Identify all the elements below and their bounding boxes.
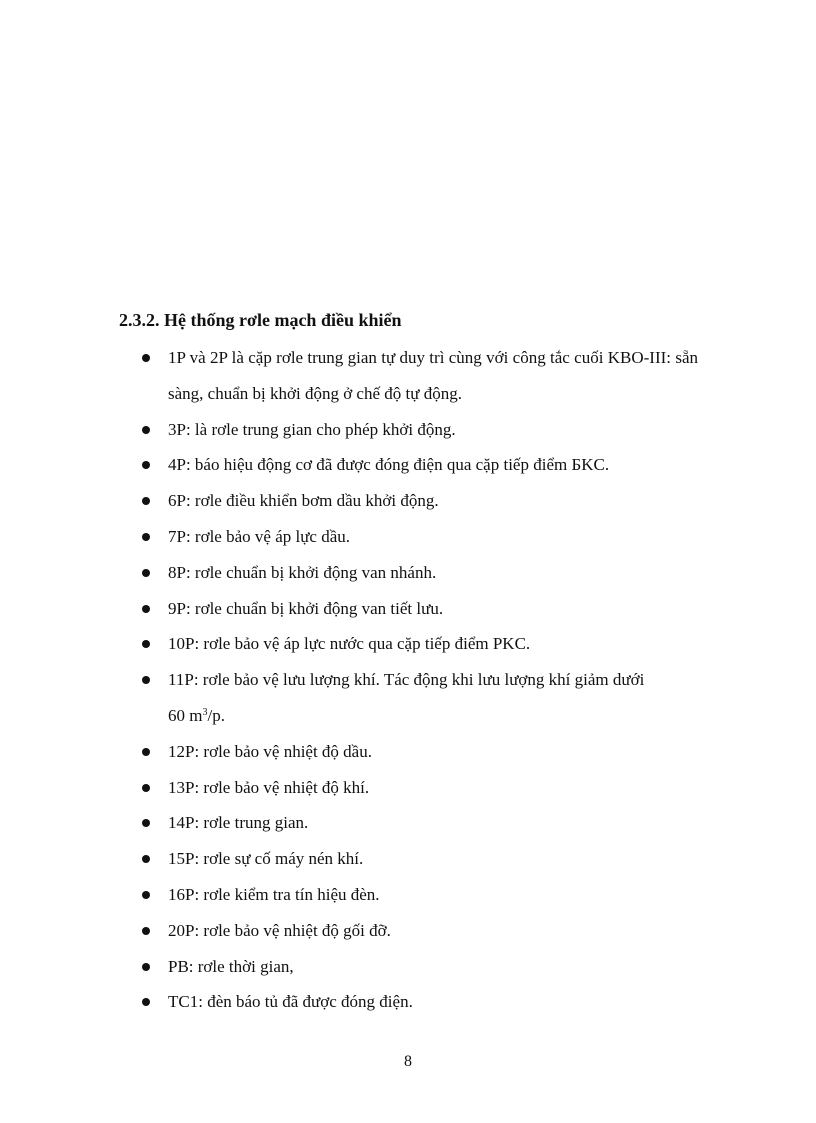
list-item	[0, 555, 698, 591]
list-item-text: 16P: rơle kiểm tra tín hiệu đèn.	[168, 884, 380, 904]
list-item-text: 12P: rơle bảo vệ nhiệt độ dầu.	[168, 741, 372, 761]
list-item	[0, 626, 698, 662]
list-item-text: 9P: rơle chuẩn bị khởi động van tiết lưu.	[168, 598, 444, 618]
bullet-icon	[142, 497, 150, 505]
list-item-text: 13P: rơle bảo vệ nhiệt độ khí.	[168, 777, 370, 797]
list-item-text: 8P: rơle chuẩn bị khởi động van nhánh.	[168, 562, 437, 582]
list-item	[0, 340, 698, 412]
list-item	[0, 984, 698, 1020]
bullet-icon	[142, 748, 150, 756]
flow-value: 60 m	[168, 705, 203, 725]
bullet-icon	[142, 784, 150, 792]
flow-unit-suffix: /p.	[207, 705, 225, 725]
relay-list	[0, 340, 816, 1020]
list-item	[0, 412, 698, 448]
list-item-text: TC1: đèn báo tủ đã được đóng điện.	[168, 992, 413, 1012]
list-item	[0, 734, 698, 770]
bullet-icon	[142, 354, 150, 362]
bullet-icon	[142, 927, 150, 935]
section-heading: 2.3.2. Hệ thống rơle mạch điều khiển	[119, 310, 402, 330]
bullet-icon	[142, 461, 150, 469]
page-number: 8	[404, 1053, 412, 1070]
list-item-text: 11P: rơle bảo vệ lưu lượng khí. Tác động khi lưu lượng khí giảm dưới	[168, 670, 645, 690]
list-item	[0, 662, 698, 734]
bullet-icon	[142, 891, 150, 899]
list-item	[0, 591, 698, 627]
list-item-continuation	[168, 706, 225, 725]
list-item-text: PB: rơle thời gian,	[168, 956, 294, 976]
bullet-icon	[142, 569, 150, 577]
list-item	[0, 841, 698, 877]
bullet-icon	[142, 426, 150, 434]
list-item	[0, 519, 698, 555]
list-item-text: 1P và 2P là cặp rơle trung gian tự duy trì cùng với công tắc cuối KBO-III: sẵn sàng, chuẩn bị khởi động ở chế độ tự động.	[168, 348, 698, 403]
bullet-icon	[142, 998, 150, 1006]
list-item-text: 3P: là rơle trung gian cho phép khởi động.	[168, 419, 456, 439]
bullet-icon	[142, 676, 150, 684]
list-item-text: 20P: rơle bảo vệ nhiệt độ gối đỡ.	[168, 920, 391, 940]
list-item	[0, 483, 698, 519]
list-item-text: 7P: rơle bảo vệ áp lực dầu.	[168, 526, 351, 546]
bullet-icon	[142, 855, 150, 863]
list-item	[0, 805, 698, 841]
list-item	[0, 913, 698, 949]
list-item	[0, 770, 698, 806]
list-item	[0, 447, 698, 483]
list-item-text: 4P: báo hiệu động cơ đã được đóng điện qua cặp tiếp điểm БKC.	[168, 455, 610, 475]
bullet-icon	[142, 963, 150, 971]
list-item-text: 10P: rơle bảo vệ áp lực nước qua cặp tiếp điểm PKC.	[168, 634, 531, 654]
bullet-icon	[142, 640, 150, 648]
bullet-icon	[142, 819, 150, 827]
list-item-text: 14P: rơle trung gian.	[168, 813, 309, 833]
list-item	[0, 877, 698, 913]
bullet-icon	[142, 605, 150, 613]
list-item-text: 15P: rơle sự cố máy nén khí.	[168, 849, 364, 869]
list-item-text: 6P: rơle điều khiển bơm dầu khởi động.	[168, 491, 439, 511]
flow-unit-exponent: 3	[202, 706, 208, 718]
list-item	[0, 949, 698, 985]
bullet-icon	[142, 533, 150, 541]
